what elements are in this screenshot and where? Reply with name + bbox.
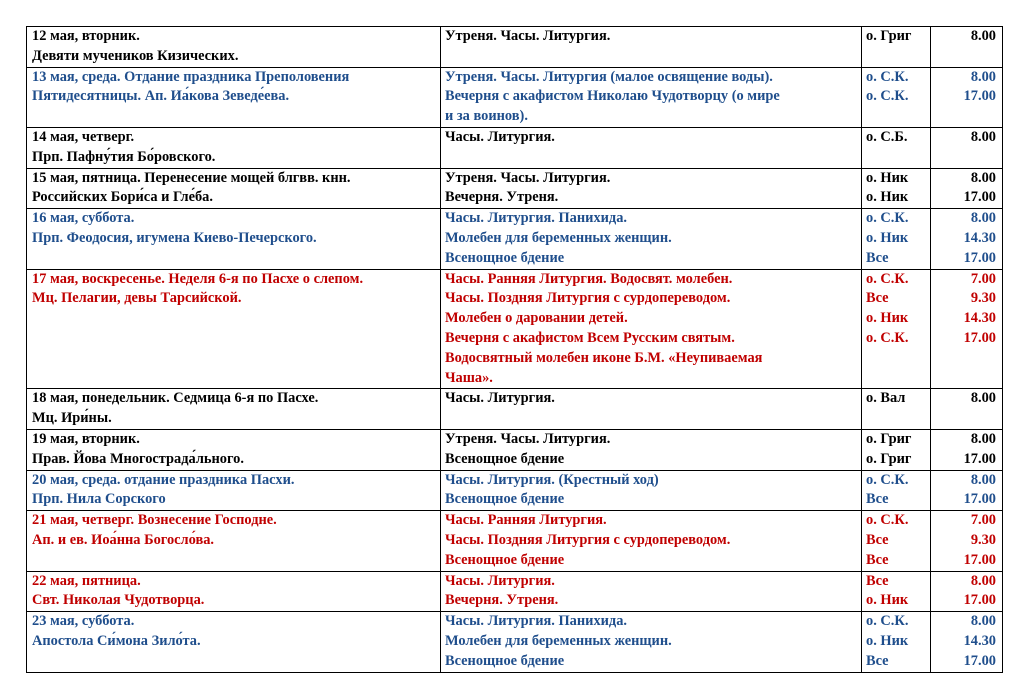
priest-line: о. С.К.: [866, 471, 909, 488]
date-line: 23 мая, суббота.: [32, 613, 135, 630]
priests-cell: [862, 470, 931, 511]
times-cell: [931, 429, 1003, 470]
schedule-table: [26, 26, 1003, 673]
times-cell: [931, 470, 1003, 511]
schedule-row: [27, 612, 1003, 672]
date-line: Девяти мучеников Кизических.: [32, 47, 239, 64]
date-line: Пятидесятницы. Ап. Иа́кова Зеведе́ева.: [32, 88, 290, 105]
priests-cell: [862, 127, 931, 168]
schedule-row: [27, 389, 1003, 430]
priest-line: о. Ник: [866, 310, 909, 327]
service-line: Всенощное бдение: [445, 249, 565, 266]
priests-cell: [862, 429, 931, 470]
date-line: 14 мая, четверг.: [32, 128, 135, 145]
services-cell: [441, 127, 862, 168]
priest-line: Все: [866, 652, 889, 669]
date-line: Ап. и ев. Иоа́нна Богосло́ва.: [32, 531, 215, 548]
times-cell: [931, 511, 1003, 571]
schedule-row: [27, 429, 1003, 470]
services-cell: [441, 168, 862, 209]
schedule-row: [27, 168, 1003, 209]
times-cell: [931, 27, 1003, 68]
schedule-row: [27, 209, 1003, 269]
service-line: Всенощное бдение: [445, 652, 565, 669]
priest-line: о. С.К.: [866, 270, 909, 287]
date-line: Прп. Пафну́тия Бо́ровского.: [32, 148, 216, 165]
service-line: Всенощное бдение: [445, 450, 565, 467]
times-cell: [931, 612, 1003, 672]
date-line: 13 мая, среда. Отдание праздника Преполовения: [32, 68, 350, 85]
schedule-row: [27, 127, 1003, 168]
time-line: 14.30: [963, 632, 996, 649]
service-line: Вечерня с акафистом Николаю Чудотворцу (о мире: [445, 88, 780, 105]
priest-line: о. Григ: [866, 450, 912, 467]
date-cell: [27, 209, 441, 269]
time-line: 17.00: [963, 592, 996, 609]
priest-line: о. С.К.: [866, 613, 909, 630]
date-cell: [27, 470, 441, 511]
service-line: Часы. Литургия.: [445, 390, 555, 407]
time-line: 8.00: [970, 128, 996, 145]
priests-cell: [862, 612, 931, 672]
priests-cell: [862, 209, 931, 269]
time-line: 9.30: [970, 290, 996, 307]
date-line: Апостола Си́мона Зило́та.: [32, 632, 201, 649]
priest-line: о. С.К.: [866, 512, 909, 529]
times-cell: [931, 209, 1003, 269]
time-line: 8.00: [970, 613, 996, 630]
time-line: 17.00: [963, 652, 996, 669]
priests-cell: [862, 511, 931, 571]
priest-line: о. Вал: [866, 390, 906, 407]
time-line: 17.00: [963, 249, 996, 266]
time-line: 17.00: [963, 450, 996, 467]
service-line: Вечерня. Утреня.: [445, 189, 559, 206]
date-line: 17 мая, воскресенье. Неделя 6-я по Пасхе о слепом.: [32, 270, 364, 287]
time-line: 9.30: [970, 531, 996, 548]
date-cell: [27, 389, 441, 430]
service-line: Молебен для беременных женщин.: [445, 229, 672, 246]
time-line: 8.00: [970, 390, 996, 407]
time-line: 8.00: [970, 210, 996, 227]
times-cell: [931, 389, 1003, 430]
schedule-body: [27, 27, 1003, 673]
times-cell: [931, 269, 1003, 389]
service-line: Часы. Литургия. Панихида.: [445, 613, 628, 630]
services-cell: [441, 67, 862, 127]
services-cell: [441, 209, 862, 269]
priests-cell: [862, 389, 931, 430]
date-line: Мц. Ири́ны.: [32, 410, 112, 427]
date-line: Прп. Нила Сорского: [32, 491, 166, 508]
date-line: Прав. Йова Многострада́льного.: [32, 450, 244, 467]
service-line: Часы. Литургия.: [445, 572, 555, 589]
service-line: Часы. Литургия. (Крестный ход): [445, 471, 659, 488]
date-cell: [27, 571, 441, 612]
priests-cell: [862, 571, 931, 612]
service-line: Утреня. Часы. Литургия (малое освящение воды).: [445, 68, 773, 85]
service-line: Утреня. Часы. Литургия.: [445, 430, 611, 447]
date-cell: [27, 67, 441, 127]
date-line: 20 мая, среда. отдание праздника Пасхи.: [32, 471, 295, 488]
priest-line: о. С.К.: [866, 210, 909, 227]
priests-cell: [862, 27, 931, 68]
service-line: Всенощное бдение: [445, 491, 565, 508]
date-line: Прп. Феодосия, игумена Киево-Печерского.: [32, 229, 317, 246]
times-cell: [931, 67, 1003, 127]
services-cell: [441, 571, 862, 612]
date-cell: [27, 269, 441, 389]
service-line: Утреня. Часы. Литургия.: [445, 28, 611, 44]
services-cell: [441, 269, 862, 389]
priest-line: Все: [866, 551, 889, 568]
priest-line: о. Григ: [866, 430, 912, 447]
priests-cell: [862, 269, 931, 389]
priest-line: Все: [866, 249, 889, 266]
services-cell: [441, 389, 862, 430]
time-line: 14.30: [963, 310, 996, 327]
date-cell: [27, 127, 441, 168]
date-line: Российских Бори́са и Гле́ба.: [32, 189, 213, 206]
times-cell: [931, 127, 1003, 168]
time-line: 7.00: [970, 270, 996, 287]
schedule-row: [27, 511, 1003, 571]
priests-cell: [862, 67, 931, 127]
time-line: 8.00: [970, 68, 996, 85]
date-line: Мц. Пелагии, девы Тарсийской.: [32, 290, 242, 307]
services-cell: [441, 429, 862, 470]
schedule-row: [27, 269, 1003, 389]
priest-line: Все: [866, 491, 889, 508]
time-line: 8.00: [970, 471, 996, 488]
date-line: 18 мая, понедельник. Седмица 6-я по Пасхе.: [32, 390, 319, 407]
time-line: 8.00: [970, 169, 996, 186]
services-cell: [441, 511, 862, 571]
priest-line: о. С.К.: [866, 68, 909, 85]
priest-line: о. С.К.: [866, 329, 909, 346]
priest-line: Все: [866, 290, 889, 307]
service-line: Часы. Ранняя Литургия.: [445, 512, 607, 529]
time-line: 8.00: [970, 430, 996, 447]
priest-line: о. Григ: [866, 28, 912, 44]
schedule-row: [27, 470, 1003, 511]
service-line: Всенощное бдение: [445, 551, 565, 568]
priest-line: о. Ник: [866, 229, 909, 246]
schedule-row: [27, 67, 1003, 127]
date-line: Свт. Николая Чудотворца.: [32, 592, 205, 609]
priest-line: Все: [866, 572, 889, 589]
service-line: Молебен о даровании детей.: [445, 310, 628, 327]
time-line: 17.00: [963, 88, 996, 105]
date-line: 15 мая, пятница. Перенесение мощей блгвв. кнн.: [32, 169, 351, 186]
priest-line: о. С.Б.: [866, 128, 908, 145]
service-line: Часы. Литургия.: [445, 128, 555, 145]
time-line: 8.00: [970, 28, 996, 44]
priest-line: Все: [866, 531, 889, 548]
priest-line: о. Ник: [866, 632, 909, 649]
time-line: 17.00: [963, 551, 996, 568]
service-line: Часы. Поздняя Литургия с сурдопереводом.: [445, 290, 731, 307]
priest-line: о. Ник: [866, 169, 909, 186]
time-line: 7.00: [970, 512, 996, 529]
time-line: 8.00: [970, 572, 996, 589]
services-cell: [441, 612, 862, 672]
date-line: 12 мая, вторник.: [32, 28, 140, 44]
times-cell: [931, 571, 1003, 612]
priests-cell: [862, 168, 931, 209]
date-line: 19 мая, вторник.: [32, 430, 140, 447]
date-cell: [27, 27, 441, 68]
time-line: 17.00: [963, 329, 996, 346]
schedule-row: [27, 27, 1003, 68]
date-line: 21 мая, четверг. Вознесение Господне.: [32, 512, 277, 529]
service-line: Часы. Ранняя Литургия. Водосвят. молебен.: [445, 270, 733, 287]
service-line: Часы. Литургия. Панихида.: [445, 210, 628, 227]
service-line: Вечерня с акафистом Всем Русским святым.: [445, 329, 735, 346]
service-line: Утреня. Часы. Литургия.: [445, 169, 611, 186]
date-cell: [27, 168, 441, 209]
time-line: 17.00: [963, 189, 996, 206]
service-line: Молебен для беременных женщин.: [445, 632, 672, 649]
service-line: Вечерня. Утреня.: [445, 592, 559, 609]
service-line: и за воинов).: [445, 108, 528, 125]
service-line: Водосвятный молебен иконе Б.М. «Неупиваемая: [445, 349, 763, 366]
service-line: Чаша».: [445, 369, 493, 386]
priest-line: о. Ник: [866, 189, 909, 206]
time-line: 17.00: [963, 491, 996, 508]
services-cell: [441, 470, 862, 511]
services-cell: [441, 27, 862, 68]
date-line: 22 мая, пятница.: [32, 572, 141, 589]
service-line: Часы. Поздняя Литургия с сурдопереводом.: [445, 531, 731, 548]
date-cell: [27, 511, 441, 571]
schedule-row: [27, 571, 1003, 612]
time-line: 14.30: [963, 229, 996, 246]
date-cell: [27, 612, 441, 672]
priest-line: о. Ник: [866, 592, 909, 609]
date-line: 16 мая, суббота.: [32, 210, 135, 227]
date-cell: [27, 429, 441, 470]
times-cell: [931, 168, 1003, 209]
priest-line: о. С.К.: [866, 88, 909, 105]
